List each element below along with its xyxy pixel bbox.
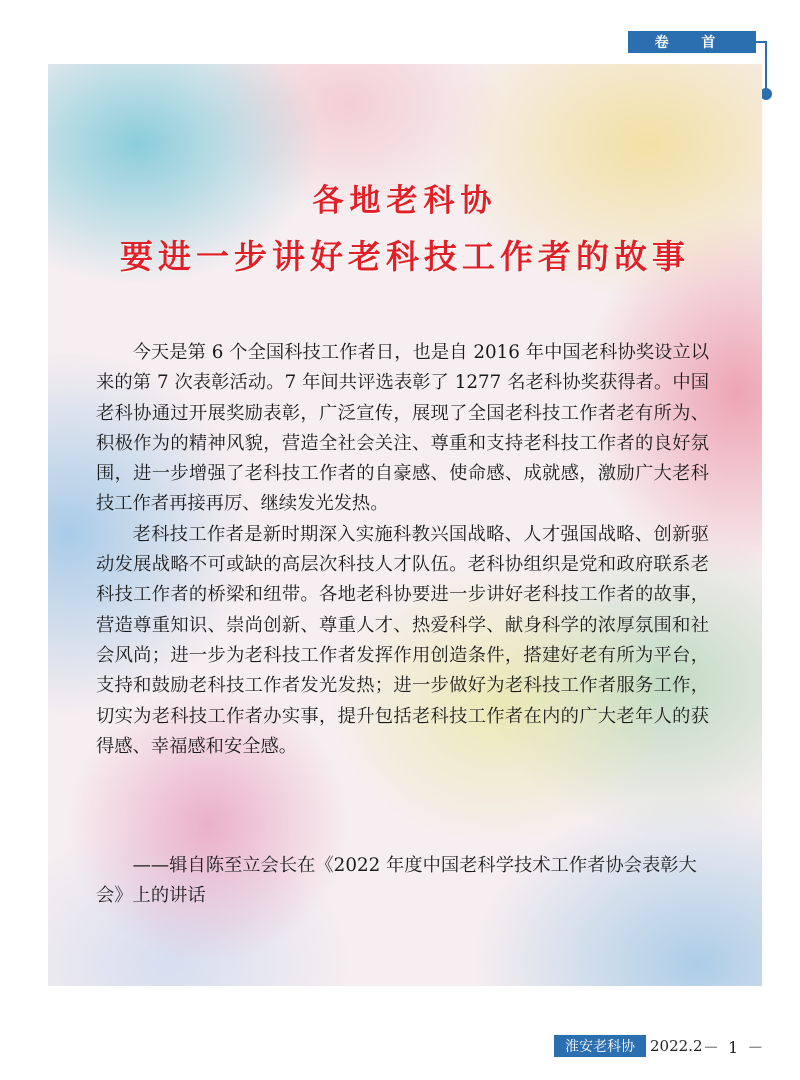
page-number: － 1 －	[703, 1038, 766, 1057]
section-label: 卷 首	[628, 31, 756, 53]
article-body	[96, 338, 709, 762]
header-connector-vertical	[765, 41, 767, 91]
article-source: ——辑自陈至立会长在《2022 年度中国老科学技术工作者协会表彰大会》上的讲话	[96, 855, 697, 907]
paragraph-1: 今天是第 6 个全国科技工作者日，也是自 2016 年中国老科协奖设立以来的第 7 次表彰活动。7 年间共评选表彰了 1277 名老科协奖获得者。中国老科协通过开展奖励表彰，广泛宣传，展现了全国老科技工作者老有所为、积极作为的精神风貌，营造全社会关注、尊重和支持老科技工作者的良好氛围，进一步增强了老科技工作者的自豪感、使命感、成就感，激励广大老科技工作者再接再厉、继续发光发热。	[96, 342, 709, 515]
article-title-line2: 要进一步讲好老科技工作者的故事	[120, 237, 690, 276]
issue-number: 2022.2	[650, 1037, 703, 1055]
article-panel	[48, 64, 762, 986]
publication-label: 淮安老科协	[554, 1035, 646, 1057]
article-title-line1: 各地老科协	[312, 183, 498, 219]
paragraph-2: 老科技工作者是新时期深入实施科教兴国战略、人才强国战略、创新驱动发展战略不可或缺的高层次科技人才队伍。老科协组织是党和政府联系老科技工作者的桥梁和纽带。各地老科协要进一步讲好老科技工作者的故事，营造尊重知识、崇尚创新、尊重人才、热爱科学、献身科学的浓厚氛围和社会风尚；进一步为老科技工作者发挥作用创造条件，搭建好老有所为平台，支持和鼓励老科技工作者发光发热；进一步做好为老科技工作者服务工作，切实为老科技工作者办实事，提升包括老科技工作者在内的广大老年人的获得感、幸福感和安全感。	[96, 523, 709, 757]
